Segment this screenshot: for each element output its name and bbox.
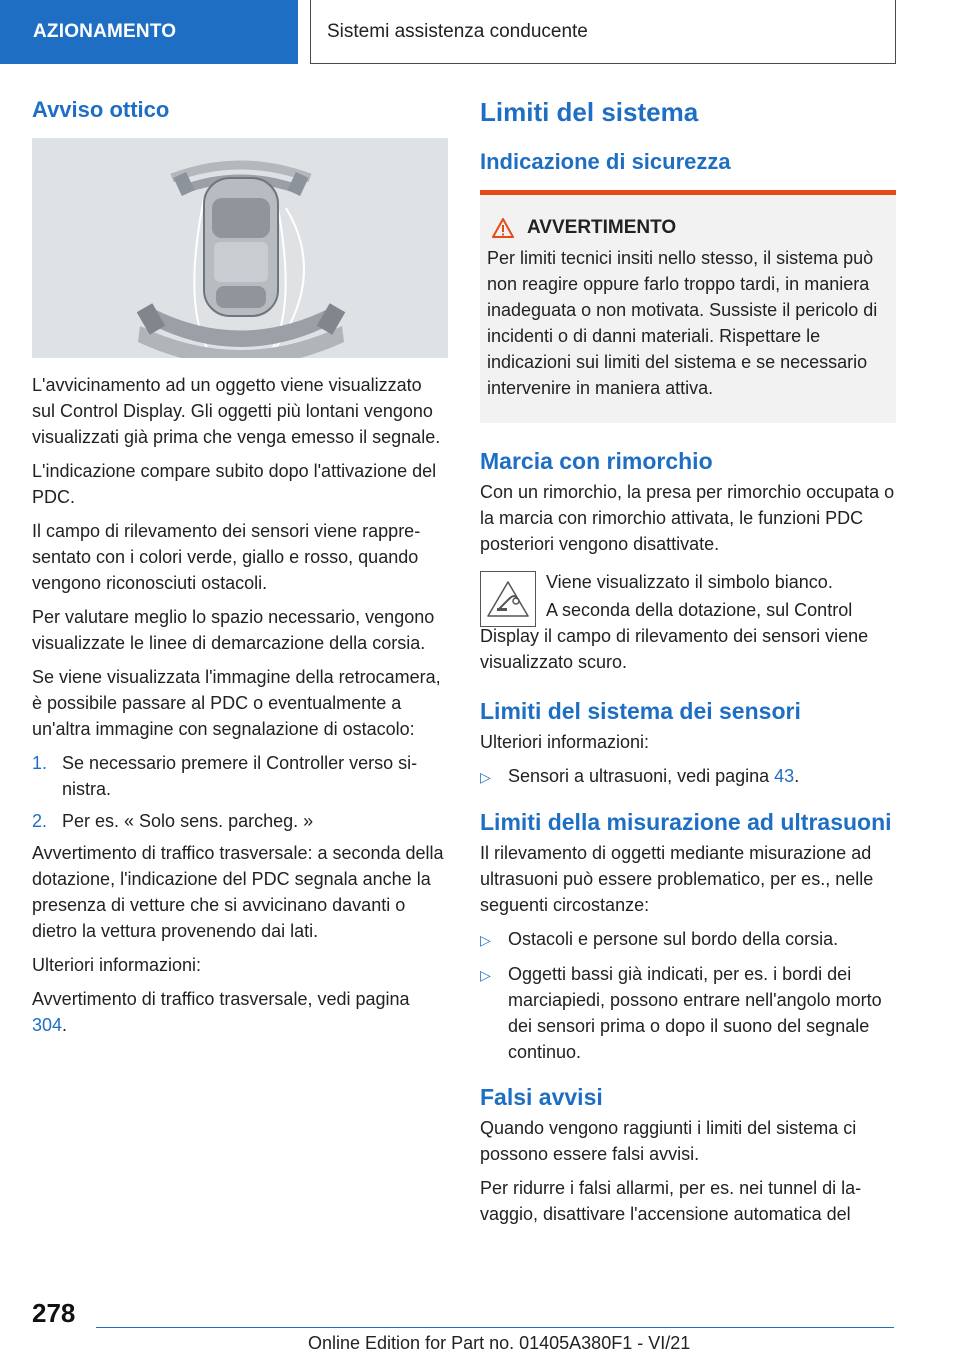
warning-label: AVVERTIMENTO [527, 217, 677, 238]
paragraph: Il campo di rilevamento dei sensori viene rappresentato con i colori verde, giallo e rosso, quando vengono riconosciuti ostacoli. [32, 521, 421, 593]
paragraph: A seconda della dotazione, sul Control Display il campo di rilevamento dei sensori viene visualizzato scuro. [480, 600, 869, 672]
trailer-hitch-icon [480, 571, 536, 627]
list-item [480, 961, 896, 1065]
paragraph: Avvertimento di traffico trasversale: a seconda della dotazione, l'indicazione del PDC segnala anche la presenza di vetture che si avvicinano davanti o dietro la vettura provenendo dai lati. [32, 843, 444, 941]
list-item [32, 750, 448, 802]
step-text: Per es. « Solo sens. parcheg. » [62, 811, 314, 831]
page-link-43[interactable]: 43 [774, 766, 795, 786]
list-item-text: Oggetti bassi già indicati, per es. i bordi dei marciapiedi, possono entrare nell'angolo morto dei sensori prima o dopo il suono del segnale continuo. [508, 964, 882, 1062]
paragraph: Ulteriori informazioni: [480, 732, 650, 752]
list-item-text: Sensori a ultrasuoni, vedi pagina 43. [508, 766, 800, 786]
heading-indicazione-sicurezza: Indicazione di sicurezza [480, 149, 731, 174]
step-number: 1. [32, 753, 48, 773]
heading-marcia-rimorchio: Marcia con rimorchio [480, 448, 713, 474]
page-number: 278 [32, 1298, 76, 1328]
paragraph: L'avvicinamento ad un oggetto viene visualizzato sul Control Display. Gli oggetti più lontani vengono visualizzati già prima che venga emesso il segnale. [32, 375, 441, 447]
warning-text: Per limiti tecnici insiti nello stesso, il sistema può non reagire oppure farlo troppo tardi, in maniera inadeguata o non motivata. Sussiste il pericolo di incidenti o di danni materiali. Rispettare le indicazioni sui limiti del sistema e se necessario intervenire in maniera attiva. [487, 248, 878, 398]
triangle-bullet-icon: ▷ [480, 932, 491, 948]
step-number: 2. [32, 811, 48, 831]
heading-limiti-ultrasuoni: Limiti della misurazione ad ultrasuoni [480, 809, 892, 835]
triangle-bullet-icon: ▷ [480, 967, 491, 983]
paragraph: Viene visualizzato il simbolo bianco. [546, 572, 833, 592]
paragraph-end: . [62, 1015, 68, 1035]
paragraph: Con un rimorchio, la presa per rimorchio occupata o la marcia con rimorchio attivata, le funzioni PDC posteriori vengono disattivate. [480, 482, 895, 554]
header-chapter-title: Sistemi assistenza conducente [310, 0, 896, 64]
paragraph: Se viene visualizzata l'immagine della retrocamera, è possibile passare al PDC o eventualmente a un'altra immagine con segnalazione di ostacolo: [32, 667, 441, 739]
list-item-text: Ostacoli e persone sul bordo della corsia. [508, 929, 839, 949]
footer-edition: Online Edition for Part no. 01405A380F1 - VI/21 [308, 1333, 691, 1353]
paragraph-with-link [32, 986, 448, 1038]
list-item [32, 808, 448, 834]
ultrasound-list [480, 926, 896, 1065]
footer-divider [96, 1327, 894, 1328]
steps-list [32, 750, 448, 834]
paragraph: L'indicazione compare subito dopo l'attivazione del PDC. [32, 461, 437, 507]
heading-avviso-ottico: Avviso ottico [32, 97, 170, 122]
heading-limiti-sistema: Limiti del sistema [480, 97, 699, 127]
warning-triangle-icon [491, 217, 515, 239]
warning-box [480, 190, 896, 423]
list-item [480, 926, 896, 953]
heading-limiti-sensori: Limiti del sistema dei sensori [480, 698, 801, 724]
step-text: Se necessario premere il Controller verso sinistra. [62, 753, 418, 799]
triangle-bullet-icon: ▷ [480, 769, 491, 785]
warning-title [487, 217, 888, 239]
pdc-display-illustration [32, 138, 448, 358]
paragraph-text: Avvertimento di traffico trasversale, vedi pagina [32, 989, 410, 1009]
left-column [32, 96, 448, 1046]
page-link-304[interactable]: 304 [32, 1015, 63, 1035]
paragraph: Quando vengono raggiunti i limiti del sistema ci possono essere falsi avvisi. [480, 1118, 857, 1164]
sensor-list [480, 763, 896, 790]
header-section-tab: AZIONAMENTO [0, 0, 298, 64]
paragraph: Ulteriori informazioni: [32, 955, 202, 975]
paragraph: Il rilevamento di oggetti mediante misurazione ad ultrasuoni può essere problematico, per es., nelle seguenti circostanze: [480, 843, 874, 915]
paragraph: Per valutare meglio lo spazio necessario, vengono visualizzate le linee di demarcazione della corsia. [32, 607, 435, 653]
paragraph: Per ridurre i falsi allarmi, per es. nei tunnel di lavaggio, disattivare l'accensione automatica del [480, 1178, 862, 1224]
right-column [480, 96, 896, 1235]
heading-falsi-avvisi: Falsi avvisi [480, 1084, 603, 1110]
list-item [480, 763, 896, 790]
